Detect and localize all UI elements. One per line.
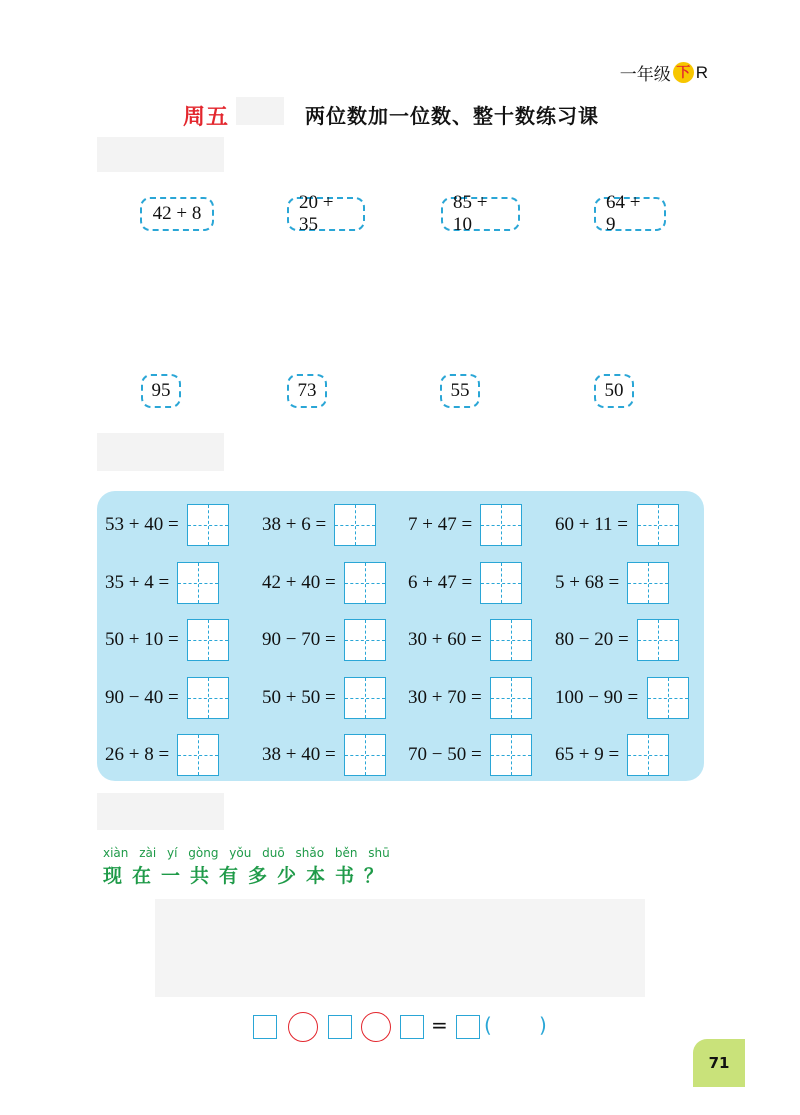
equation-text: 42 + 40 =: [262, 572, 336, 593]
equals-sign: =: [431, 1013, 448, 1037]
equation-text: 6 + 47 =: [408, 572, 473, 593]
question-pinyin: xiàn zài yí gòng yǒu duō shǎo běn shū: [103, 846, 390, 860]
grade-label: [620, 60, 708, 85]
result-bubble: 55: [440, 374, 480, 408]
equation-text: 38 + 40 =: [262, 744, 336, 765]
number-box[interactable]: [328, 1015, 352, 1039]
answer-box[interactable]: [344, 562, 386, 604]
expression-bubble: 42 + 8: [140, 197, 214, 231]
result-bubble: 73: [287, 374, 327, 408]
equation-text: 80 − 20 =: [555, 629, 629, 650]
section-2-heading-placeholder: [97, 433, 224, 471]
answer-box[interactable]: [627, 562, 669, 604]
equation-text: 35 + 4 =: [105, 572, 170, 593]
answer-box[interactable]: [344, 677, 386, 719]
answer-box[interactable]: [177, 562, 219, 604]
question-text: 现在一共有多少本书？: [103, 865, 394, 887]
answer-box[interactable]: [647, 677, 689, 719]
equation-text: 100 − 90 =: [555, 687, 639, 708]
equation-text: 5 + 68 =: [555, 572, 620, 593]
expression-bubble: 20 + 35: [287, 197, 365, 231]
answer-box[interactable]: [187, 677, 229, 719]
grade-text: 一年级: [619, 65, 671, 84]
equation-text: 90 − 70 =: [262, 629, 336, 650]
section-3-heading-placeholder: [97, 793, 224, 830]
result-bubble: 95: [141, 374, 181, 408]
equation-text: 90 − 40 =: [105, 687, 179, 708]
answer-box[interactable]: [637, 619, 679, 661]
operator-circle[interactable]: [288, 1012, 318, 1042]
expression-bubble: 64 + 9: [594, 197, 666, 231]
answer-box[interactable]: [334, 504, 376, 546]
equation-text: 50 + 10 =: [105, 629, 179, 650]
equation-text: 26 + 8 =: [105, 744, 170, 765]
page-number: 71: [693, 1039, 745, 1087]
unit-paren-close: ): [539, 1013, 547, 1037]
equation-text: 38 + 6 =: [262, 514, 327, 535]
answer-box[interactable]: [480, 562, 522, 604]
answer-box[interactable]: [637, 504, 679, 546]
operator-circle[interactable]: [361, 1012, 391, 1042]
grade-badge: 下: [673, 62, 694, 83]
title-placeholder: [236, 97, 284, 125]
answer-box[interactable]: [490, 734, 532, 776]
result-box[interactable]: [456, 1015, 480, 1039]
answer-box[interactable]: [187, 504, 229, 546]
number-box[interactable]: [253, 1015, 277, 1039]
answer-box[interactable]: [187, 619, 229, 661]
answer-box[interactable]: [627, 734, 669, 776]
illustration-placeholder: [155, 899, 645, 997]
equation-text: 65 + 9 =: [555, 744, 620, 765]
result-bubble: 50: [594, 374, 634, 408]
equation-text: 30 + 70 =: [408, 687, 482, 708]
equation-text: 7 + 47 =: [408, 514, 473, 535]
answer-box[interactable]: [344, 619, 386, 661]
answer-box[interactable]: [344, 734, 386, 776]
equation-text: 53 + 40 =: [105, 514, 179, 535]
equation-text: 50 + 50 =: [262, 687, 336, 708]
answer-box[interactable]: [490, 677, 532, 719]
equation-text: 70 − 50 =: [408, 744, 482, 765]
equation-text: 60 + 11 =: [555, 514, 628, 535]
unit-paren-open: (: [484, 1013, 492, 1037]
equation-panel: [97, 491, 704, 781]
answer-box[interactable]: [480, 504, 522, 546]
number-box[interactable]: [400, 1015, 424, 1039]
section-1-heading-placeholder: [97, 137, 224, 172]
answer-box[interactable]: [177, 734, 219, 776]
equation-text: 30 + 60 =: [408, 629, 482, 650]
title-day: 周五: [183, 105, 230, 130]
answer-box[interactable]: [490, 619, 532, 661]
page-title: 两位数加一位数、整十数练习课: [305, 104, 599, 128]
edition-letter: R: [695, 62, 708, 82]
expression-bubble: 85 + 10: [441, 197, 520, 231]
